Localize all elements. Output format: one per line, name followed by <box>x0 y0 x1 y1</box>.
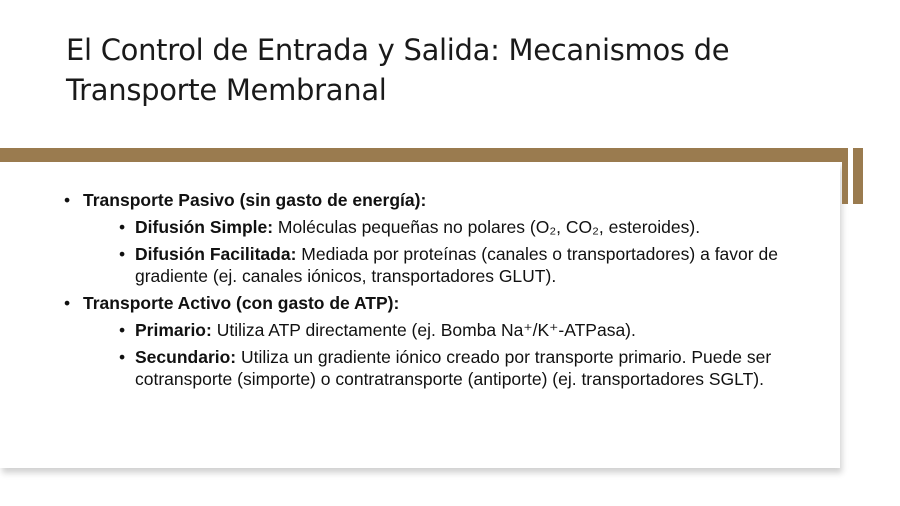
bullet-icon: • <box>119 320 126 340</box>
sub-bullet-primary <box>83 319 814 341</box>
bullet-active-transport <box>64 292 814 390</box>
sub-bullet-list <box>83 216 814 287</box>
slide-title: El Control de Entrada y Salida: Mecanismos de Transporte Membranal <box>66 33 730 107</box>
bullet-icon: • <box>119 347 126 367</box>
sub-bullet-term: Secundario: <box>135 347 237 367</box>
sub-bullet-simple-diffusion <box>83 216 814 238</box>
accent-band <box>0 148 844 162</box>
accent-bar-left <box>842 148 848 204</box>
bullet-content <box>64 189 814 395</box>
bullet-passive-transport <box>64 189 814 287</box>
accent-bar-right <box>853 148 863 204</box>
sub-bullet-text: Mediada por proteínas (canales o transportadores) a favor de gradiente (ej. canales iónicos, transportadores GLUT). <box>135 244 778 286</box>
sub-bullet-text: Moléculas pequeñas no polares (O₂, CO₂, esteroides). <box>273 217 701 237</box>
sub-bullet-term: Difusión Facilitada: <box>135 244 297 264</box>
bullet-icon: • <box>64 190 71 210</box>
bullet-heading: Transporte Activo (con gasto de ATP): <box>83 293 400 313</box>
sub-bullet-list <box>83 319 814 390</box>
sub-bullet-secondary <box>83 346 814 390</box>
sub-bullet-term: Difusión Simple: <box>135 217 274 237</box>
bullet-heading: Transporte Pasivo (sin gasto de energía): <box>83 190 427 210</box>
sub-bullet-term: Primario: <box>135 320 212 340</box>
bullet-icon: • <box>119 217 126 237</box>
bullet-icon: • <box>119 244 126 264</box>
sub-bullet-text: Utiliza un gradiente iónico creado por transporte primario. Puede ser cotransporte (simporte) o contratransporte (antiporte) (ej. transportadores SGLT). <box>135 347 772 389</box>
bullet-list <box>64 189 814 390</box>
sub-bullet-facilitated-diffusion <box>83 243 814 287</box>
sub-bullet-text: Utiliza ATP directamente (ej. Bomba Na⁺/K⁺-ATPasa). <box>211 320 636 340</box>
bullet-icon: • <box>64 293 71 313</box>
